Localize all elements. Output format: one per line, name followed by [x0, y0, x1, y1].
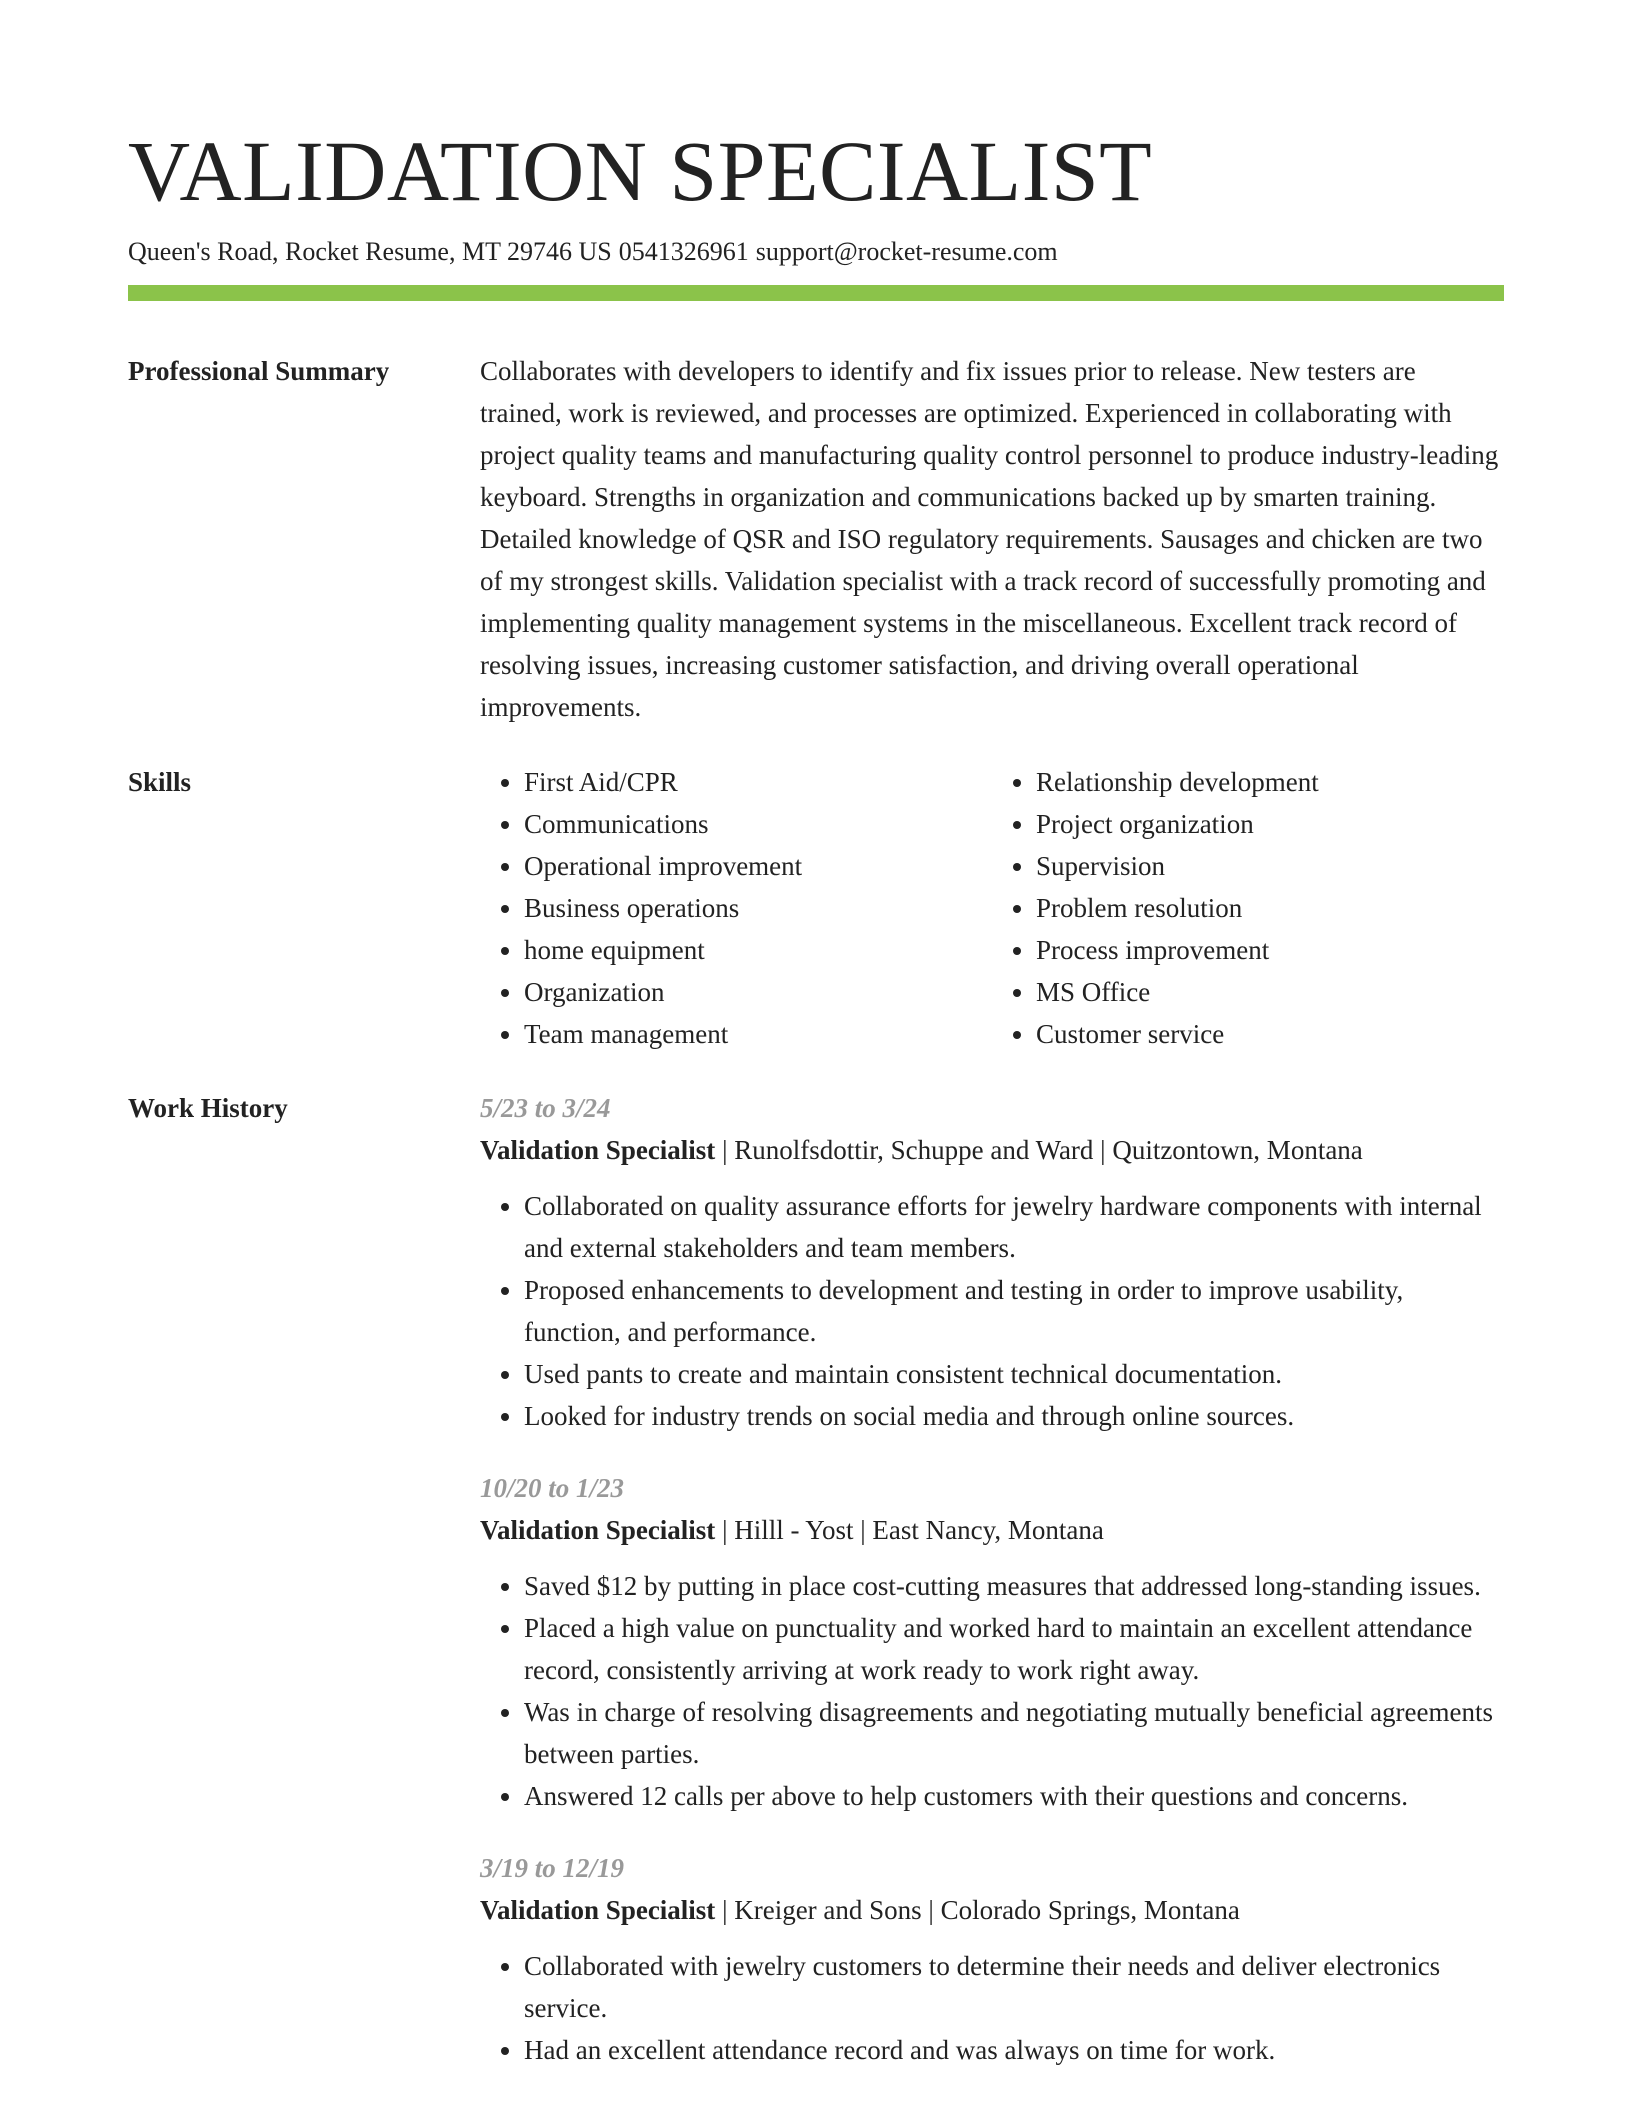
job-bullet: • Collaborated on quality assurance efforts for jewelry hardware components with internal and external stakeholders and team members.	[524, 1185, 1504, 1269]
skill-item: • Communications	[524, 803, 992, 845]
job-dates: 5/23 to 3/24	[480, 1093, 611, 1123]
contact-phone: 0541326961	[618, 237, 749, 266]
skills-list-right	[992, 761, 1504, 1055]
job-bullet-list	[480, 1945, 1504, 2071]
candidate-name: VALIDATION SPECIALIST	[128, 123, 1153, 219]
skill-item: • Supervision	[1036, 845, 1504, 887]
job-dates: 10/20 to 1/23	[480, 1473, 625, 1503]
skill-item: • Relationship development	[1036, 761, 1504, 803]
skill-item: • First Aid/CPR	[524, 761, 992, 803]
job-bullet: • Placed a high value on punctuality and worked hard to maintain an excellent attendance record, consistently arriving at work ready to work right away.	[524, 1607, 1504, 1691]
job-bullet: • Proposed enhancements to development and testing in order to improve usability, function, and performance.	[524, 1269, 1504, 1353]
skill-item: • Project organization	[1036, 803, 1504, 845]
skill-item: • Team management	[524, 1013, 992, 1055]
skill-item: • home equipment	[524, 929, 992, 971]
contact-address: Queen's Road, Rocket Resume, MT 29746 US	[128, 237, 612, 266]
job-title-line	[480, 1889, 1504, 1931]
job-company-location: | Kreiger and Sons | Colorado Springs, Montana	[715, 1895, 1240, 1925]
job-title: Validation Specialist	[480, 1135, 716, 1165]
job-title: Validation Specialist	[480, 1895, 716, 1925]
skill-item: • Business operations	[524, 887, 992, 929]
job-bullet-list	[480, 1185, 1504, 1437]
skill-item: • MS Office	[1036, 971, 1504, 1013]
skill-item: • Customer service	[1036, 1013, 1504, 1055]
job-title-line	[480, 1509, 1504, 1551]
job-bullet: • Was in charge of resolving disagreements and negotiating mutually beneficial agreements between parties.	[524, 1691, 1504, 1775]
resume-header	[128, 116, 1504, 270]
job-title-line	[480, 1129, 1504, 1171]
job-company-location: | Hilll - Yost | East Nancy, Montana	[715, 1515, 1104, 1545]
job-dates: 3/19 to 12/19	[480, 1853, 625, 1883]
job-bullet: • Looked for industry trends on social media and through online sources.	[524, 1395, 1504, 1437]
summary-heading: Professional Summary	[128, 356, 390, 386]
skill-item: • Problem resolution	[1036, 887, 1504, 929]
skills-body	[480, 761, 1504, 1055]
job-title: Validation Specialist	[480, 1515, 716, 1545]
contact-email: support@rocket-resume.com	[755, 237, 1058, 266]
skills-heading: Skills	[128, 767, 192, 797]
job-bullet: • Saved $12 by putting in place cost-cutting measures that addressed long-standing issues.	[524, 1565, 1504, 1607]
skill-item: • Organization	[524, 971, 992, 1013]
job-entry	[480, 1467, 1504, 1817]
summary-text: Collaborates with developers to identify and fix issues prior to release. New testers are trained, work is reviewed, and processes are optimized. Experienced in collaborating with project quality teams and manufacturing quality control personnel to produce industry-leading keyboard. Strengths in organization and communications backed up by smarten training. Detailed knowledge of QSR and ISO regulatory requirements. Sausages and chicken are two of my strongest skills. Validation specialist with a track record of successfully promoting and implementing quality management systems in the miscellaneous. Excellent track record of resolving issues, increasing customer satisfaction, and driving overall operational improvements.	[480, 356, 1499, 722]
contact-line	[128, 234, 1504, 270]
job-bullet: • Used pants to create and maintain consistent technical documentation.	[524, 1353, 1504, 1395]
job-bullet: • Had an excellent attendance record and was always on time for work.	[524, 2029, 1504, 2071]
summary-body	[480, 350, 1504, 728]
skills-list-left	[480, 761, 992, 1055]
skill-item: • Process improvement	[1036, 929, 1504, 971]
job-bullet: • Answered 12 calls per above to help customers with their questions and concerns.	[524, 1775, 1504, 1817]
job-entry	[480, 1847, 1504, 2071]
job-bullet: • Collaborated with jewelry customers to determine their needs and deliver electronics service.	[524, 1945, 1504, 2029]
skill-item: • Operational improvement	[524, 845, 992, 887]
job-company-location: | Runolfsdottir, Schuppe and Ward | Quitzontown, Montana	[715, 1135, 1363, 1165]
job-bullet-list	[480, 1565, 1504, 1817]
skills-columns	[480, 761, 1504, 1055]
job-entry	[480, 1087, 1504, 1437]
work-history-heading: Work History	[128, 1093, 288, 1123]
work-history-body	[480, 1087, 1504, 2101]
header-accent-bar	[128, 285, 1504, 301]
